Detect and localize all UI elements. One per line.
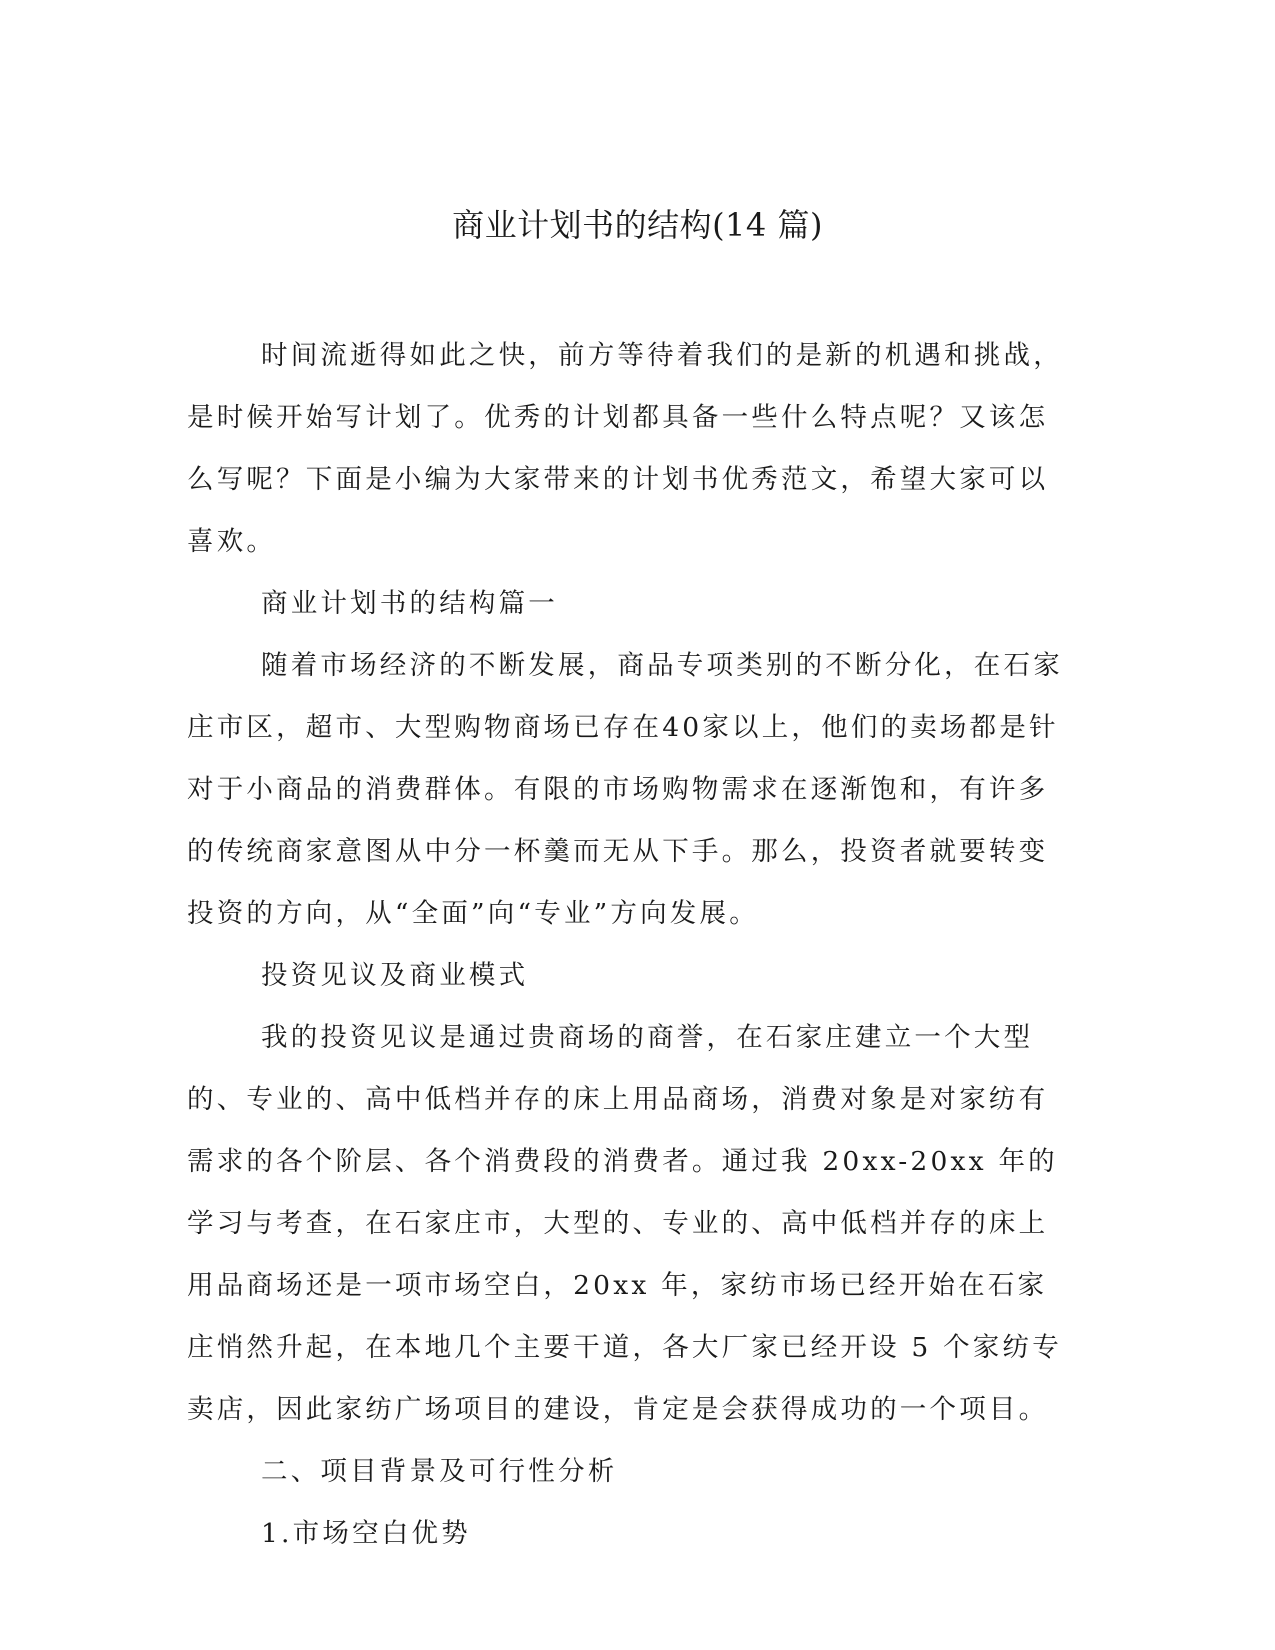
intro-paragraph: 时间流逝得如此之快，前方等待着我们的是新的机遇和挑战，是时候开始写计划了。优秀的计划都具备一些什么特点呢？又该怎么写呢？下面是小编为大家带来的计划书优秀范文，希望大家可以喜欢。: [187, 340, 1063, 557]
document-title: 商业计划书的结构(14 篇): [452, 206, 823, 244]
section-heading-investment: 投资见议及商业模式: [261, 960, 529, 991]
subsection-heading-market-gap: 1.市场空白优势: [261, 1518, 471, 1549]
investment-paragraph: 我的投资见议是通过贵商场的商誉，在石家庄建立一个大型的、专业的、高中低档并存的床上用品商场，消费对象是对家纺有需求的各个阶层、各个消费段的消费者。通过我 20xx-20xx 年的学习与考查，在石家庄市，大型的、专业的、高中低档并存的床上用品商场还是一项市场空白，20xx 年，家纺市场已经开始在石家庄悄然升起，在本地几个主要干道，各大厂家已经开设 5 个家纺专卖店，因此家纺广场项目的建设，肯定是会获得成功的一个项目。: [187, 1022, 1062, 1425]
document-body: [187, 325, 1075, 1565]
section-heading-background: 二、项目背景及可行性分析: [261, 1456, 618, 1487]
market-paragraph: 随着市场经济的不断发展，商品专项类别的不断分化，在石家庄市区，超市、大型购物商场已存在40家以上，他们的卖场都是针对于小商品的消费群体。有限的市场购物需求在逐渐饱和，有许多的传统商家意图从中分一杯羹而无从下手。那么，投资者就要转变投资的方向，从“全面”向“专业”方向发展。: [187, 650, 1063, 929]
section-heading-part-one: 商业计划书的结构篇一: [261, 588, 558, 619]
